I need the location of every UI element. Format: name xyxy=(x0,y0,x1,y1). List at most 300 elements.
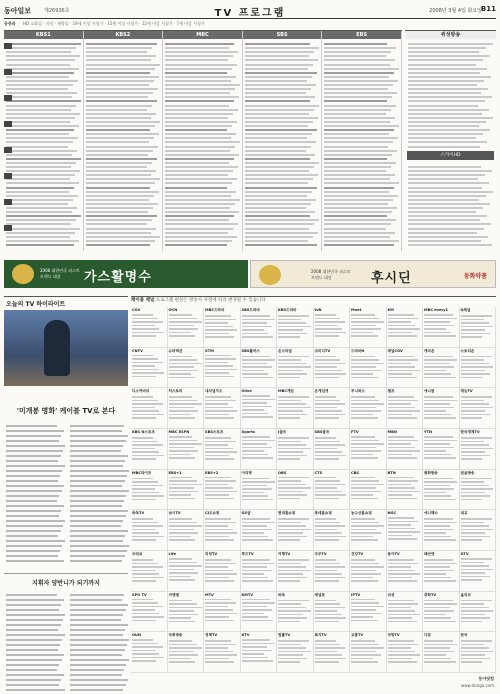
issue-number: 제26936호 xyxy=(44,8,70,14)
program-line xyxy=(165,203,235,205)
listing-line xyxy=(388,484,411,486)
listing-line xyxy=(242,573,264,575)
listing-line xyxy=(424,363,450,365)
listing-line xyxy=(315,396,336,398)
listing-line xyxy=(461,499,483,501)
text-line xyxy=(70,619,121,621)
listing-line xyxy=(315,335,339,337)
listing-line xyxy=(351,373,373,375)
program-line xyxy=(6,109,71,111)
listing-line xyxy=(315,621,339,623)
listing-line xyxy=(169,480,197,482)
program-line xyxy=(324,125,399,127)
legend-text: HD 고화질 · 자막 · 재방송 · 19세 이상 시청가 · 15세 이상 시청가 · 12세 이상 시청가 · 7세 이상 시청가 xyxy=(22,21,205,26)
program-line xyxy=(6,59,75,61)
program-line xyxy=(324,240,399,242)
ad-subtitle: 2008 대한민국 퍼스트브랜드 대상 xyxy=(311,269,351,280)
listing-line xyxy=(278,448,311,450)
listing-line xyxy=(424,522,457,524)
listing-line xyxy=(169,644,197,646)
listing-line xyxy=(169,332,191,334)
listing-line xyxy=(242,577,269,579)
text-line xyxy=(70,485,122,487)
listing-line xyxy=(132,602,158,604)
program-line xyxy=(324,109,391,111)
cable-channel-name: GS샵 xyxy=(241,511,251,516)
listing-line xyxy=(315,325,338,327)
cable-channel-name: MBC라이프 xyxy=(132,470,152,475)
listing-line xyxy=(132,376,156,378)
listing-line xyxy=(169,558,193,560)
program-line xyxy=(86,68,156,70)
listing-line xyxy=(242,646,268,648)
listing-line xyxy=(351,332,373,334)
listing-line xyxy=(424,447,454,449)
cable-legend xyxy=(131,297,496,305)
program-line xyxy=(324,154,392,156)
listing-line xyxy=(388,521,419,523)
listing-line xyxy=(461,600,492,602)
program-line xyxy=(408,121,486,123)
listing-line xyxy=(388,318,419,320)
listing-line xyxy=(169,603,197,605)
program-line xyxy=(165,215,234,217)
listing-line xyxy=(278,647,306,649)
program-line xyxy=(86,191,160,193)
cable-channel-name: 주부TV xyxy=(314,552,327,556)
program-line xyxy=(165,125,232,127)
program-line xyxy=(324,88,388,90)
program-line xyxy=(245,219,320,221)
cable-channel-cell xyxy=(314,510,351,551)
listing-line xyxy=(461,647,489,649)
listing-line xyxy=(132,328,159,330)
listing-line xyxy=(388,566,411,568)
listing-line xyxy=(132,599,153,601)
listing-line xyxy=(351,335,378,337)
listing-line xyxy=(205,577,229,579)
program-line xyxy=(324,51,391,53)
program-line xyxy=(408,232,477,234)
cable-channel-cell xyxy=(350,592,387,633)
listing-line xyxy=(169,654,199,656)
program-line xyxy=(324,162,396,164)
listing-line xyxy=(169,400,197,402)
listing-line xyxy=(278,532,303,534)
listing-line xyxy=(205,484,228,486)
listing-line xyxy=(205,403,228,405)
listing-line xyxy=(315,366,338,368)
channel-header: MBC xyxy=(163,31,242,39)
cable-channel-cell xyxy=(423,592,460,633)
listing-line xyxy=(388,607,411,609)
program-line xyxy=(86,150,154,152)
highlight-panel xyxy=(4,296,128,688)
cable-channel-name: CNTV xyxy=(132,348,143,353)
listing-line xyxy=(169,498,196,500)
listing-line xyxy=(388,658,412,660)
text-line xyxy=(70,664,126,666)
program-line xyxy=(6,191,69,193)
text-line xyxy=(6,480,58,482)
program-line xyxy=(6,100,81,102)
page-number: B11 xyxy=(480,5,496,13)
cable-channel-cell xyxy=(314,470,351,511)
program-line xyxy=(324,195,398,197)
listing-line xyxy=(169,314,193,316)
cable-channel-cell xyxy=(204,632,241,673)
listing-line xyxy=(388,559,414,561)
listing-line xyxy=(351,525,384,527)
listing-line xyxy=(424,414,451,416)
listing-line xyxy=(278,410,303,412)
cable-channel-cell xyxy=(204,348,241,389)
listing-line xyxy=(205,644,236,646)
listing-line xyxy=(461,485,489,487)
cable-channel-cell xyxy=(460,307,497,348)
listing-line xyxy=(169,607,202,609)
listing-line xyxy=(242,436,271,438)
cable-channel-name: 스토리온 xyxy=(460,348,475,353)
cable-channel-name: 한국 xyxy=(460,633,468,638)
program-line xyxy=(165,150,230,152)
cable-channel-cell xyxy=(204,429,241,470)
program-line xyxy=(86,203,159,205)
listing-line xyxy=(242,319,275,321)
program-line xyxy=(6,187,74,189)
program-line xyxy=(6,228,80,230)
text-line xyxy=(6,450,63,452)
listing-line xyxy=(242,356,271,358)
listing-line xyxy=(424,570,454,572)
program-line xyxy=(245,55,310,57)
listing-line xyxy=(169,487,194,489)
article-headline[interactable]: '미개봉 명화' 케이블 TV로 본다 xyxy=(16,407,116,415)
listing-line xyxy=(278,566,306,568)
listing-line xyxy=(461,610,494,612)
listing-line xyxy=(242,602,275,604)
listing-line xyxy=(169,640,193,642)
text-line xyxy=(70,639,129,641)
listing-line xyxy=(315,458,339,460)
program-line xyxy=(408,55,490,57)
program-line xyxy=(165,158,234,160)
listing-line xyxy=(351,651,376,653)
text-line xyxy=(6,555,58,557)
cable-channel-cell xyxy=(277,429,314,470)
listing-line xyxy=(205,326,233,328)
footer-url[interactable]: www.donga.com xyxy=(460,683,494,688)
cable-channel-cell xyxy=(131,429,168,470)
listing-line xyxy=(242,492,264,494)
listing-line xyxy=(424,539,456,541)
listing-line xyxy=(278,458,300,460)
program-line xyxy=(324,203,388,205)
text-line xyxy=(70,659,129,661)
ad-gashwalmyeongsu[interactable] xyxy=(4,260,248,288)
program-line xyxy=(86,236,161,238)
listing-line xyxy=(242,518,271,520)
program-line xyxy=(165,187,227,189)
listing-line xyxy=(315,400,341,402)
program-line xyxy=(6,178,70,180)
text-line xyxy=(70,520,123,522)
listing-line xyxy=(388,356,414,358)
listing-line xyxy=(242,366,272,368)
program-line xyxy=(6,121,70,123)
listing-line xyxy=(424,335,456,337)
listing-line xyxy=(315,373,347,375)
listing-line xyxy=(205,640,231,642)
satellite-header: 위성방송 xyxy=(405,31,496,39)
listing-line xyxy=(132,488,155,490)
listing-line xyxy=(242,599,271,601)
listing-line xyxy=(169,359,197,361)
listing-line xyxy=(169,525,202,527)
listing-line xyxy=(461,359,484,361)
program-line xyxy=(408,47,486,49)
listing-line xyxy=(424,644,457,646)
listing-line xyxy=(169,328,199,330)
program-line xyxy=(86,228,157,230)
channel-header: EBS xyxy=(322,31,401,39)
listing-line xyxy=(424,532,446,534)
listing-line xyxy=(205,518,231,520)
listing-line xyxy=(205,410,237,412)
program-line xyxy=(6,195,78,197)
listing-line xyxy=(278,529,311,531)
cable-channel-name: MBC드라마 xyxy=(205,308,225,312)
program-line xyxy=(408,109,489,111)
text-line xyxy=(6,465,65,467)
program-line xyxy=(245,72,318,74)
program-line xyxy=(408,244,492,246)
listing-line xyxy=(461,366,494,368)
text-line xyxy=(70,480,125,482)
cable-channel-cell xyxy=(387,470,424,511)
program-line xyxy=(86,92,154,94)
program-line xyxy=(165,195,231,197)
program-line xyxy=(86,187,151,189)
listing-line xyxy=(132,492,159,494)
ad-brand: 동화약품 xyxy=(463,273,487,280)
program-line xyxy=(165,236,237,238)
cable-channel-cell xyxy=(314,348,351,389)
listing-line xyxy=(278,640,309,642)
cable-channel-cell xyxy=(460,510,497,551)
listing-line xyxy=(351,414,373,416)
program-line xyxy=(245,158,311,160)
program-line xyxy=(165,240,232,242)
listing-line xyxy=(205,400,236,402)
cable-channel-name: BTN xyxy=(387,470,396,475)
cable-channel-name: 농수산홈쇼핑 xyxy=(351,511,372,516)
listing-line xyxy=(461,525,489,527)
program-line xyxy=(86,43,158,45)
cable-channel-name: 디스커버리 xyxy=(132,389,150,394)
listing-line xyxy=(424,450,446,452)
hour-marker xyxy=(4,43,12,49)
listing-line xyxy=(242,606,268,608)
listing-line xyxy=(315,610,338,612)
listing-line xyxy=(132,559,153,561)
cable-channel-name: OCN xyxy=(168,308,178,312)
program-line xyxy=(86,141,150,143)
listing-line xyxy=(278,414,307,416)
program-line xyxy=(165,146,235,148)
article2-headline[interactable]: 지휘자 양반니가 되기까지 xyxy=(4,573,128,587)
listing-line xyxy=(278,494,307,496)
listing-line xyxy=(278,366,311,368)
program-line xyxy=(6,207,77,209)
listing-line xyxy=(278,333,307,335)
program-line xyxy=(324,158,387,160)
article-body xyxy=(4,422,128,565)
text-line xyxy=(6,525,63,527)
listing-line xyxy=(278,644,301,646)
listing-line xyxy=(315,658,347,660)
listing-line xyxy=(205,661,234,663)
listing-line xyxy=(278,577,307,579)
cable-channel-name: 히스토리 xyxy=(168,389,183,394)
text-column xyxy=(4,591,64,694)
text-line xyxy=(70,629,125,631)
program-line xyxy=(245,64,314,66)
program-line xyxy=(324,137,398,139)
listing-line xyxy=(169,325,194,327)
listing-line xyxy=(315,487,338,489)
listing-line xyxy=(388,366,416,368)
listing-line xyxy=(132,529,155,531)
listing-line xyxy=(461,562,484,564)
cable-channel-name: CGV xyxy=(132,308,141,312)
listing-line xyxy=(351,457,378,459)
text-line xyxy=(70,475,127,477)
listing-line xyxy=(242,525,268,527)
program-line xyxy=(324,174,395,176)
listing-line xyxy=(242,580,274,582)
listing-line xyxy=(388,403,411,405)
program-line xyxy=(408,236,488,238)
cable-channel-name: 온스타일 xyxy=(278,348,292,353)
text-line xyxy=(6,535,58,537)
listing-line xyxy=(242,450,264,452)
listing-line xyxy=(351,644,379,646)
listing-line xyxy=(461,536,490,538)
listing-line xyxy=(351,410,381,412)
listing-line xyxy=(388,494,412,496)
program-line xyxy=(6,150,77,152)
cable-channel-name: MBN xyxy=(387,430,397,434)
listing-line xyxy=(205,573,237,575)
cable-channel-cell xyxy=(460,429,497,470)
listing-line xyxy=(388,538,417,540)
program-line xyxy=(245,105,320,107)
program-line xyxy=(245,117,319,119)
program-line xyxy=(86,178,161,180)
program-line xyxy=(6,64,70,66)
program-line xyxy=(6,182,79,184)
ad-fucidin[interactable] xyxy=(250,260,496,288)
listing-line xyxy=(315,617,347,619)
listing-line xyxy=(242,488,272,490)
listing-line xyxy=(461,377,483,379)
listing-line xyxy=(132,362,163,364)
listing-line xyxy=(315,403,346,405)
program-line xyxy=(408,223,491,225)
listing-line xyxy=(388,517,414,519)
listing-line xyxy=(242,570,272,572)
listing-line xyxy=(424,488,454,490)
section-title: TV 프로그램 xyxy=(214,8,286,19)
cable-channel-cell xyxy=(387,592,424,633)
text-line xyxy=(70,609,126,611)
listing-line xyxy=(169,396,193,398)
listing-line xyxy=(205,563,236,565)
listing-line xyxy=(132,539,156,541)
cable-channel-name: SBS드라마 xyxy=(241,308,260,312)
listing-line xyxy=(461,396,492,398)
cable-channel-name: 바둑TV xyxy=(132,511,145,516)
listing-line xyxy=(132,660,156,662)
cable-channel-name: EBS+2 xyxy=(205,470,219,475)
text-line xyxy=(70,550,127,552)
listing-line xyxy=(169,536,191,538)
listing-line xyxy=(205,658,229,660)
program-line xyxy=(86,174,152,176)
cable-channel-name: 교통TV xyxy=(351,633,364,638)
listing-line xyxy=(351,366,376,368)
listing-line xyxy=(205,651,233,653)
listing-line xyxy=(424,403,450,405)
listing-line xyxy=(388,370,420,372)
listing-line xyxy=(205,451,237,453)
program-line xyxy=(324,236,390,238)
listing-line xyxy=(315,377,339,379)
listing-line xyxy=(242,399,275,401)
listing-line xyxy=(424,536,451,538)
program-line xyxy=(408,215,487,217)
program-line xyxy=(86,51,148,53)
listing-line xyxy=(424,377,456,379)
listing-line xyxy=(461,522,484,524)
listing-line xyxy=(424,621,456,623)
award-badge-icon xyxy=(12,264,34,284)
listing-line xyxy=(315,321,346,323)
program-line xyxy=(86,146,159,148)
program-line xyxy=(86,244,151,246)
listing-line xyxy=(278,441,301,443)
listing-line xyxy=(388,621,417,623)
program-line xyxy=(86,125,156,127)
program-line xyxy=(86,182,156,184)
cable-channel-name: MBC ESPN xyxy=(168,430,190,434)
program-line xyxy=(6,158,81,160)
listing-line xyxy=(205,455,229,457)
cable-channel-name: IPTV xyxy=(351,592,361,597)
listing-line xyxy=(351,658,373,660)
text-column xyxy=(68,422,128,565)
listing-line xyxy=(205,529,233,531)
listing-line xyxy=(278,487,311,489)
text-line xyxy=(6,594,57,596)
program-line xyxy=(86,117,152,119)
listing-line xyxy=(242,416,274,418)
cable-channel-name: 채널뷰 xyxy=(314,592,325,597)
cable-channel-cell xyxy=(131,510,168,551)
cable-channel-cell xyxy=(350,470,387,511)
program-line xyxy=(408,228,484,230)
